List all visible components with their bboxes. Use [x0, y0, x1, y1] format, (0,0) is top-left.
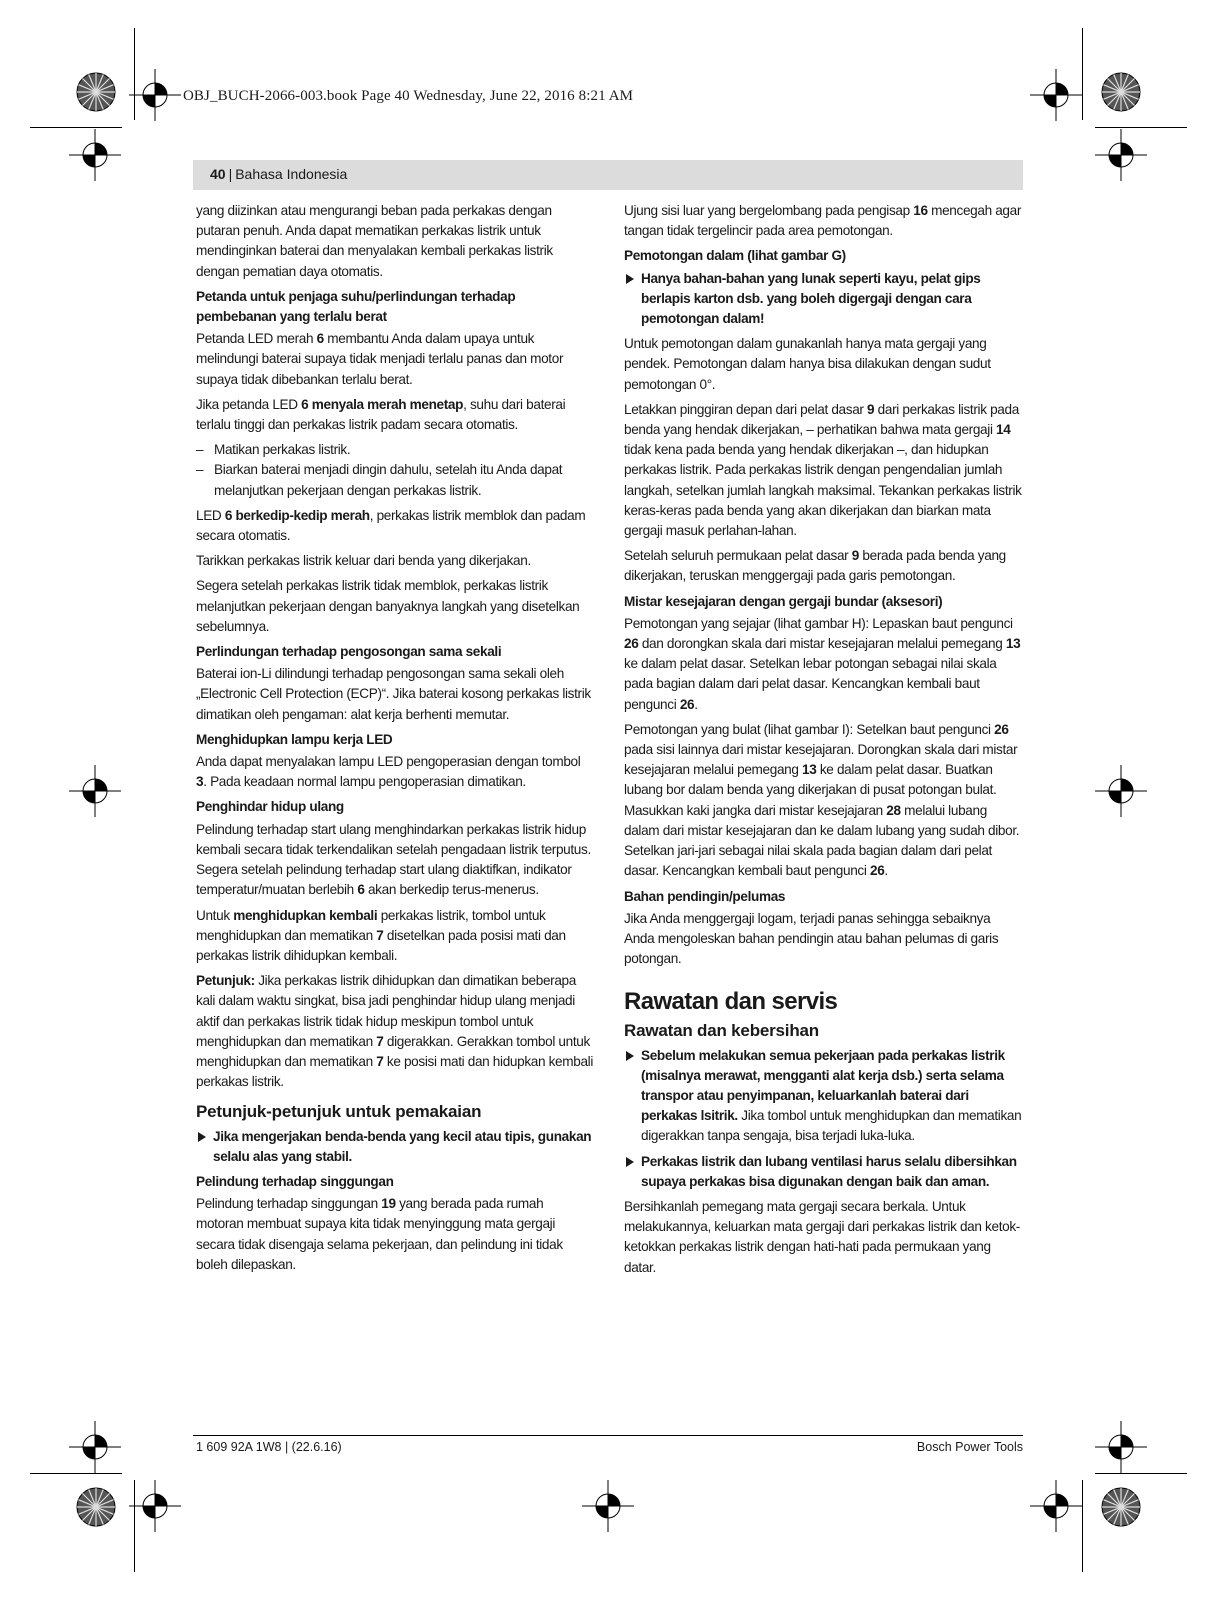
subheading: Bahan pendingin/pelumas — [624, 888, 786, 904]
paragraph: Pemotongan yang bulat (lihat gambar I): Setelkan baut pengunci 26 pada sisi lainnya dari mistar kesejajaran. Dorongkan skala dari mistar kesejajaran melalui pemegang 13 ke dalam pelat dasar. Buatkan lubang bor dalam benda yang dikerjakan di pusat potongan bulat. Masukkan kaki jangka dari mistar kesejajaran 28 melalui lubang dalam dari mistar kesejajaran dan ke dalam lubang yang sudah dibor. Setelkan jari-jari sebagai nilai skala pada bagian dalam dari pelat dasar. Kencangkan kembali baut pengunci 26. — [624, 721, 1020, 879]
paragraph: Segera setelah perkakas listrik tidak memblok, perkakas listrik melanjutkan pekerjaan dengan banyaknya langkah yang disetelkan sebelumnya. — [196, 578, 580, 634]
left-column — [196, 201, 594, 1280]
star-target-icon — [1101, 72, 1141, 112]
crop-mark — [1095, 1473, 1187, 1474]
star-target-icon — [1101, 1487, 1141, 1527]
subheading: Mistar kesejajaran dengan gergaji bundar (aksesori) — [624, 593, 943, 609]
footer-brand: Bosch Power Tools — [916, 1440, 1023, 1454]
paragraph: yang diizinkan atau mengurangi beban pada perkakas dengan putaran penuh. Anda dapat mematikan perkakas listrik untuk mendinginkan baterai dan menyalakan kembali perkakas listrik dengan pematian daya otomatis. — [196, 203, 553, 279]
warning-item: Perkakas listrik dan lubang ventilasi harus selalu dibersihkan supaya perkakas bisa digunakan dengan baik dan aman. — [624, 1152, 1023, 1192]
paragraph: Pemotongan yang sejajar (lihat gambar H): Lepaskan baut pengunci 26 dan dorongkan skala dari mistar kesejajaran melalui pemegang 13 ke dalam pelat dasar. Setelkan lebar potongan sebagai nilai skala pada bagian dalam dari pelat dasar. Kencangkan kembali baut pengunci 26. — [624, 615, 1021, 712]
star-target-icon — [76, 1487, 116, 1527]
warning-item: Hanya bahan-bahan yang lunak seperti kayu, pelat gips berlapis karton dsb. yang boleh digergaji dengan cara pemotongan dalam! — [624, 269, 1023, 330]
paragraph: LED 6 berkedip-kedip merah, perkakas listrik memblok dan padam secara otomatis. — [196, 507, 586, 544]
crop-mark — [30, 127, 122, 128]
paragraph: Baterai ion-Li dilindungi terhadap pengosongan sama sekali oleh „Electronic Cell Protection (ECP)“. Jika baterai kosong perkakas listrik dimatikan oleh pengaman: alat kerja berhenti memutar. — [196, 666, 591, 722]
paragraph: Petanda LED merah 6 membantu Anda dalam upaya untuk melindungi baterai supaya tidak menjadi terlalu panas dan motor supaya tidak dibebankan terlalu berat. — [196, 331, 564, 387]
triangle-bullet-icon — [626, 274, 634, 284]
star-target-icon — [76, 72, 116, 112]
crop-mark — [1082, 1480, 1083, 1572]
paragraph: Petunjuk: Jika perkakas listrik dihidupkan dan dimatikan beberapa kali dalam waktu singkat, bisa jadi penghindar hidup ulang menjadi aktif dan perkakas listrik tidak hidup meskipun tombol untuk menghidupkan dan mematikan 7 digerakkan. Gerakkan tombol untuk menghidupkan dan mematikan 7 ke posisi mati dan hidupkan kembali perkakas listrik. — [196, 973, 594, 1090]
subheading: Pemotongan dalam (lihat gambar G) — [624, 248, 846, 264]
paragraph: Anda dapat menyalakan lampu LED pengoperasian dengan tombol 3. Pada keadaan normal lampu pengoperasian dimatikan. — [196, 754, 581, 790]
triangle-bullet-icon — [626, 1157, 634, 1167]
crop-mark — [30, 1473, 122, 1474]
subheading: Petanda untuk penjaga suhu/perlindungan terhadap pembebanan yang terlalu berat — [196, 288, 516, 325]
subheading: Pelindung terhadap singgungan — [196, 1173, 394, 1189]
paragraph: Pelindung terhadap start ulang menghindarkan perkakas listrik hidup kembali secara tidak terkendalikan setelah pengadaan listrik terputus. Segera setelah pelindung terhadap start ulang diaktifkan, indikator temperatur/muatan berlebih 6 akan berkedip terus-menerus. — [196, 821, 591, 898]
paragraph: Untuk menghidupkan kembali perkakas listrik, tombol untuk menghidupkan dan mematikan 7 disetelkan pada posisi mati dan perkakas listrik dihidupkan kembali. — [196, 907, 566, 963]
subheading: Penghindar hidup ulang — [196, 799, 344, 815]
subheading: Perlindungan terhadap pengosongan sama sekali — [196, 644, 502, 660]
paragraph: Ujung sisi luar yang bergelombang pada pengisap 16 mencegah agar tangan tidak tergelincir pada area pemotongan. — [624, 203, 1022, 239]
registration-target-icon — [582, 1480, 634, 1532]
paragraph: Bersihkanlah pemegang mata gergaji secara berkala. Untuk melakukannya, keluarkan mata gergaji dari perkakas listrik dan ketok-ketokkan perkakas listrik dengan hati-hati pada permukaan yang datar. — [624, 1198, 1020, 1275]
header-separator: | — [228, 166, 233, 182]
section-title: Bahasa Indonesia — [235, 166, 348, 182]
list-item: – Biarkan baterai menjadi dingin dahulu, setelah itu Anda dapat melanjutkan pekerjaan dengan perkakas listrik. — [196, 462, 563, 498]
page-number: 40 — [210, 166, 226, 182]
registration-target-icon — [69, 1421, 121, 1473]
paragraph: Jika Anda menggergaji logam, terjadi panas sehingga sebaiknya Anda mengoleskan bahan pendingin atau bahan pelumas di garis potongan. — [624, 910, 999, 967]
paragraph: Jika petanda LED 6 menyala merah menetap, suhu dari baterai terlalu tinggi dan perkakas listrik padam secara otomatis. — [196, 396, 566, 433]
subheading: Menghidupkan lampu kerja LED — [196, 731, 393, 747]
registration-target-icon — [1095, 765, 1147, 817]
paragraph: Setelah seluruh permukaan pelat dasar 9 berada pada benda yang dikerjakan, teruskan menggergaji pada garis pemotongan. — [624, 548, 1006, 584]
registration-target-icon — [129, 1480, 181, 1532]
paragraph: Tarikkan perkakas listrik keluar dari benda yang dikerjakan. — [196, 553, 531, 569]
right-column — [624, 201, 1023, 1283]
page-header — [210, 166, 347, 182]
triangle-bullet-icon — [198, 1132, 206, 1142]
warning-item: Jika mengerjakan benda-benda yang kecil atau tipis, gunakan selalu alas yang stabil. — [196, 1127, 594, 1167]
registration-target-icon — [69, 129, 121, 181]
section-heading: Rawatan dan kebersihan — [624, 1021, 819, 1041]
paragraph: Pelindung terhadap singgungan 19 yang berada pada rumah motoran membuat supaya kita tidak menyinggung mata gergaji secara tidak disengaja selama pekerjaan, dan pelindung ini tidak boleh dilepaskan. — [196, 1196, 563, 1272]
triangle-bullet-icon — [626, 1051, 634, 1061]
registration-target-icon — [1095, 1421, 1147, 1473]
section-heading: Petunjuk-petunjuk untuk pemakaian — [196, 1102, 482, 1122]
registration-target-icon — [1030, 69, 1082, 121]
paragraph: Letakkan pinggiran depan dari pelat dasar 9 dari perkakas listrik pada benda yang hendak dikerjakan, – perhatikan bahwa mata gergaji 14 tidak kena pada benda yang hendak dikerjakan –, dan hidupkan perkakas listrik. Pada perkakas listrik dengan pengendalian jumlah langkah, setelkan jumlah langkah maksimal. Tekankan perkakas listrik keras-keras pada benda yang akan dikerjakan dan biarkan mata gergaji masuk perlahan-lahan. — [624, 401, 1022, 539]
registration-target-icon — [69, 765, 121, 817]
registration-target-icon — [129, 69, 181, 121]
dash-list — [196, 440, 594, 501]
registration-target-icon — [1095, 129, 1147, 181]
footer-rule — [193, 1435, 1023, 1436]
print-slug: OBJ_BUCH-2066-003.book Page 40 Wednesday, June 22, 2016 8:21 AM — [183, 88, 634, 104]
chapter-heading: Rawatan dan servis — [624, 988, 838, 1016]
warning-item: Sebelum melakukan semua pekerjaan pada perkakas listrik (misalnya merawat, mengganti alat kerja dsb.) serta selama transpor atau penyimpanan, keluarkanlah baterai dari perkakas lsitrik. Jika tombol untuk menghidupkan dan mematikan digerakkan tanpa sengaja, bisa terjadi luka-luka. — [624, 1046, 1023, 1147]
registration-target-icon — [1030, 1480, 1082, 1532]
footer-document-code: 1 609 92A 1W8 | (22.6.16) — [196, 1440, 342, 1454]
paragraph: Untuk pemotongan dalam gunakanlah hanya mata gergaji yang pendek. Pemotongan dalam hanya bisa dilakukan dengan sudut pemotongan 0°. — [624, 336, 991, 392]
crop-mark — [1095, 127, 1187, 128]
crop-mark — [1082, 28, 1083, 120]
list-item: – Matikan perkakas listrik. — [196, 442, 351, 458]
